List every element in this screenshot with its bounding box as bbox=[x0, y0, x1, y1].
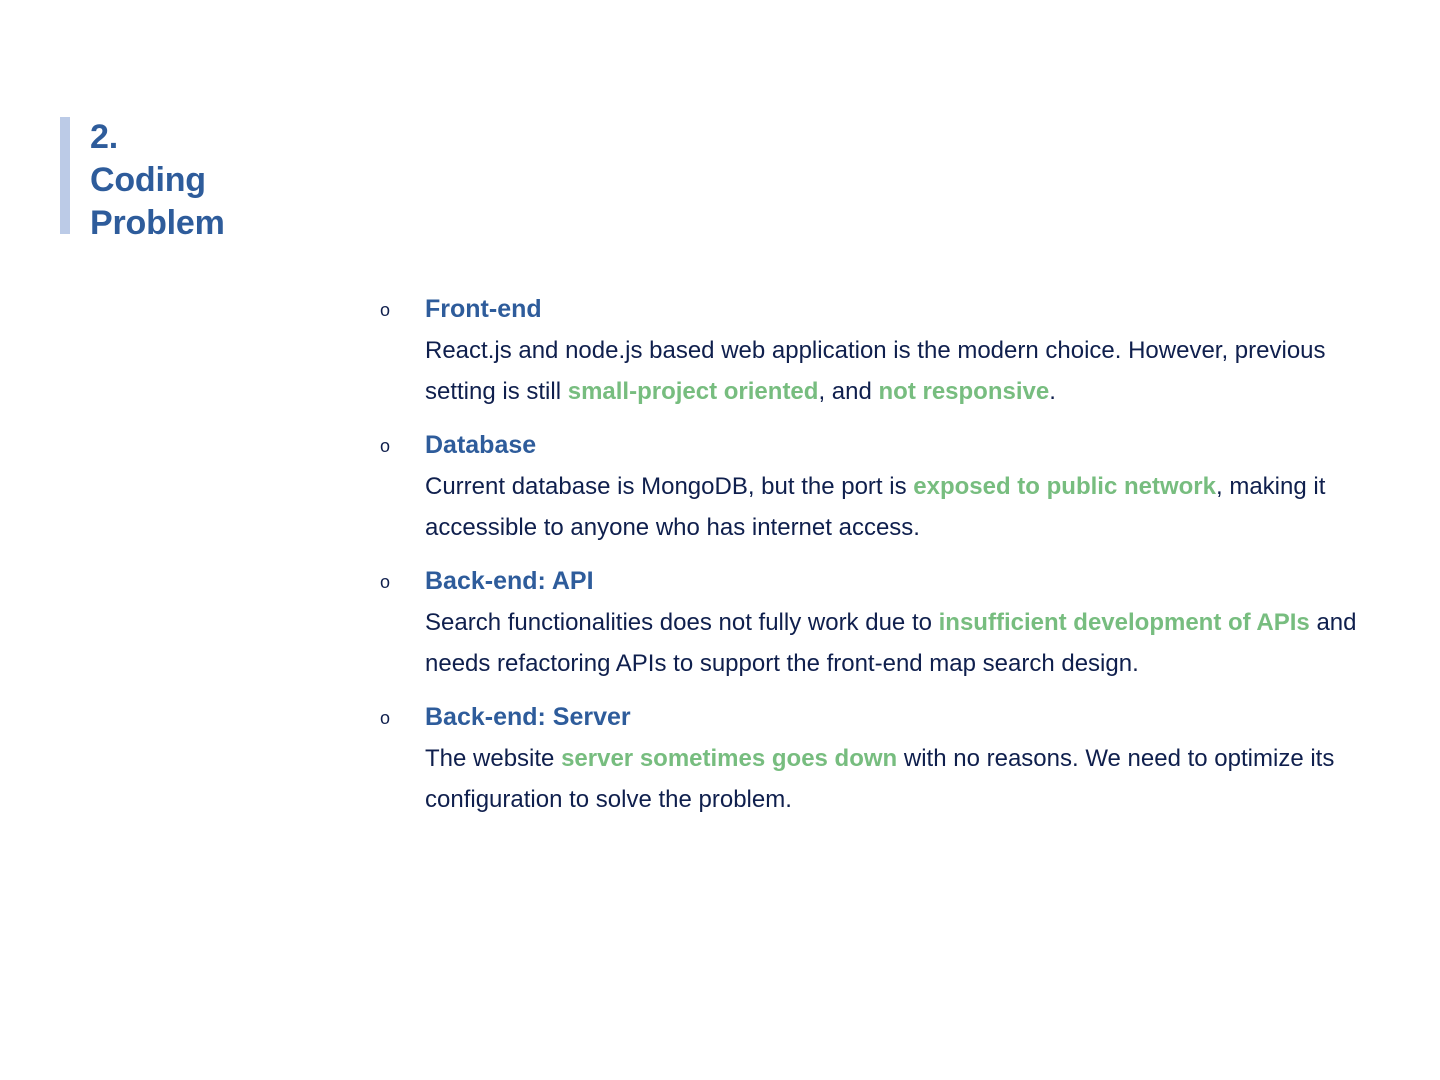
hollow-bullet-icon: o bbox=[380, 436, 391, 456]
problem-heading: Back-end: Server bbox=[425, 703, 631, 731]
problem-heading: Back-end: API bbox=[425, 567, 594, 595]
problem-item-backend-api bbox=[380, 563, 1380, 684]
highlight-text: insufficient development of APIs bbox=[938, 609, 1310, 636]
highlight-text: small-project oriented bbox=[567, 377, 819, 405]
hollow-bullet-icon: o bbox=[380, 572, 391, 592]
description-text: , making it accessible to anyone who has internet access. bbox=[425, 473, 1326, 541]
slide-title-number: 2. bbox=[90, 118, 118, 156]
highlight-text: not responsive bbox=[878, 377, 1050, 405]
problem-description bbox=[425, 739, 1380, 820]
problem-item-database bbox=[380, 427, 1380, 548]
highlight-text: server sometimes goes down bbox=[561, 745, 898, 772]
hollow-bullet-icon: o bbox=[380, 708, 391, 728]
problem-description bbox=[425, 603, 1380, 684]
hollow-bullet-icon: o bbox=[380, 300, 391, 320]
title-accent-bar bbox=[60, 117, 70, 234]
problem-item-front-end bbox=[380, 291, 1380, 412]
problem-item-backend-server bbox=[380, 699, 1380, 820]
problem-description bbox=[425, 467, 1380, 548]
description-text: . bbox=[1049, 377, 1056, 405]
description-text: , and bbox=[818, 377, 879, 405]
description-text: The website bbox=[425, 745, 562, 772]
problem-description bbox=[425, 331, 1380, 412]
problem-heading: Database bbox=[425, 431, 537, 459]
slide-title bbox=[90, 116, 225, 245]
problem-heading: Front-end bbox=[425, 295, 542, 323]
description-text: Current database is MongoDB, but the port is bbox=[425, 473, 914, 500]
description-text: with no reasons. We need to optimize its configuration to solve the problem. bbox=[425, 745, 1335, 813]
description-text: React.js and node.js based web application is the modern choice. However, previous setting is still bbox=[425, 337, 1326, 405]
highlight-text: exposed to public network bbox=[913, 473, 1216, 500]
problem-list bbox=[380, 291, 1380, 835]
description-text: and needs refactoring APIs to support the front-end map search design. bbox=[425, 609, 1357, 677]
slide-title-line-1: Coding bbox=[90, 161, 206, 199]
description-text: Search functionalities does not fully work due to bbox=[425, 609, 939, 636]
slide-title-line-2: Problem bbox=[90, 204, 225, 242]
